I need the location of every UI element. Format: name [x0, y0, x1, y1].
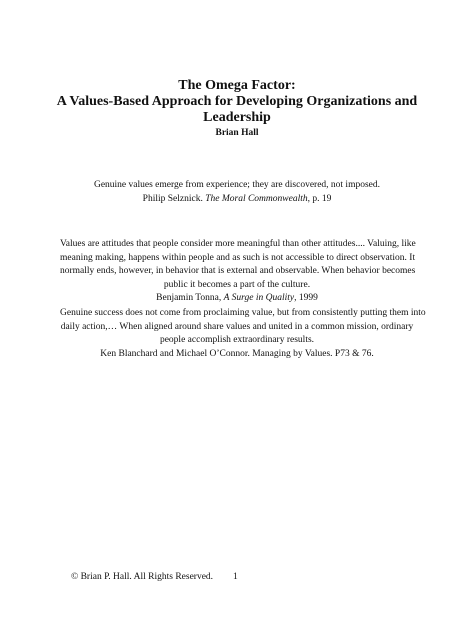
quote-line: meaning making, happens within people and as such is not accessible to direct observation. It — [60, 252, 416, 263]
quote-blanchard — [60, 307, 426, 361]
quote-line: Genuine success does not come from proclaiming value, but from consistently putting them into — [60, 308, 426, 318]
quote-line: Genuine values emerge from experience; they are discovered, not imposed. — [93, 180, 381, 190]
quote-attribution: Philip Selznick. The Moral Commonwealth, p. 19 — [142, 193, 332, 204]
quote-line: normally ends, however, in behavior that is external and observable. When behavior becomes — [60, 266, 416, 276]
quote-line: Values are attitudes that people consider more meaningful than other attitudes.... Valuing, like — [60, 239, 416, 249]
quote-selznick — [60, 179, 414, 206]
quote-tonna — [60, 238, 414, 306]
title-line-3: Leadership — [203, 110, 271, 125]
quote-attribution: Benjamin Tonna, A Surge in Quality, 1999 — [156, 293, 318, 303]
title-line-1: The Omega Factor: — [178, 78, 296, 93]
quote-line: daily action,… When aligned around share values and united in a common mission, ordinary — [60, 321, 414, 332]
quote-attribution: Ken Blanchard and Michael O’Connor. Managing by Values. P73 & 76. — [100, 348, 374, 359]
quote-line: people accomplish extraordinary results. — [159, 335, 315, 345]
page-number: 1 — [233, 572, 238, 582]
title-line-2: A Values-Based Approach for Developing Organizations and — [56, 94, 418, 109]
quote-line: public it becomes a part of the culture. — [163, 279, 311, 290]
document-title — [40, 78, 434, 126]
source-title: A Surge in Quality — [223, 293, 295, 303]
copyright-footer: © Brian P. Hall. All Rights Reserved. — [71, 572, 214, 582]
author-name: Brian Hall — [215, 128, 259, 138]
source-title: The Moral Commonwealth — [205, 193, 308, 204]
